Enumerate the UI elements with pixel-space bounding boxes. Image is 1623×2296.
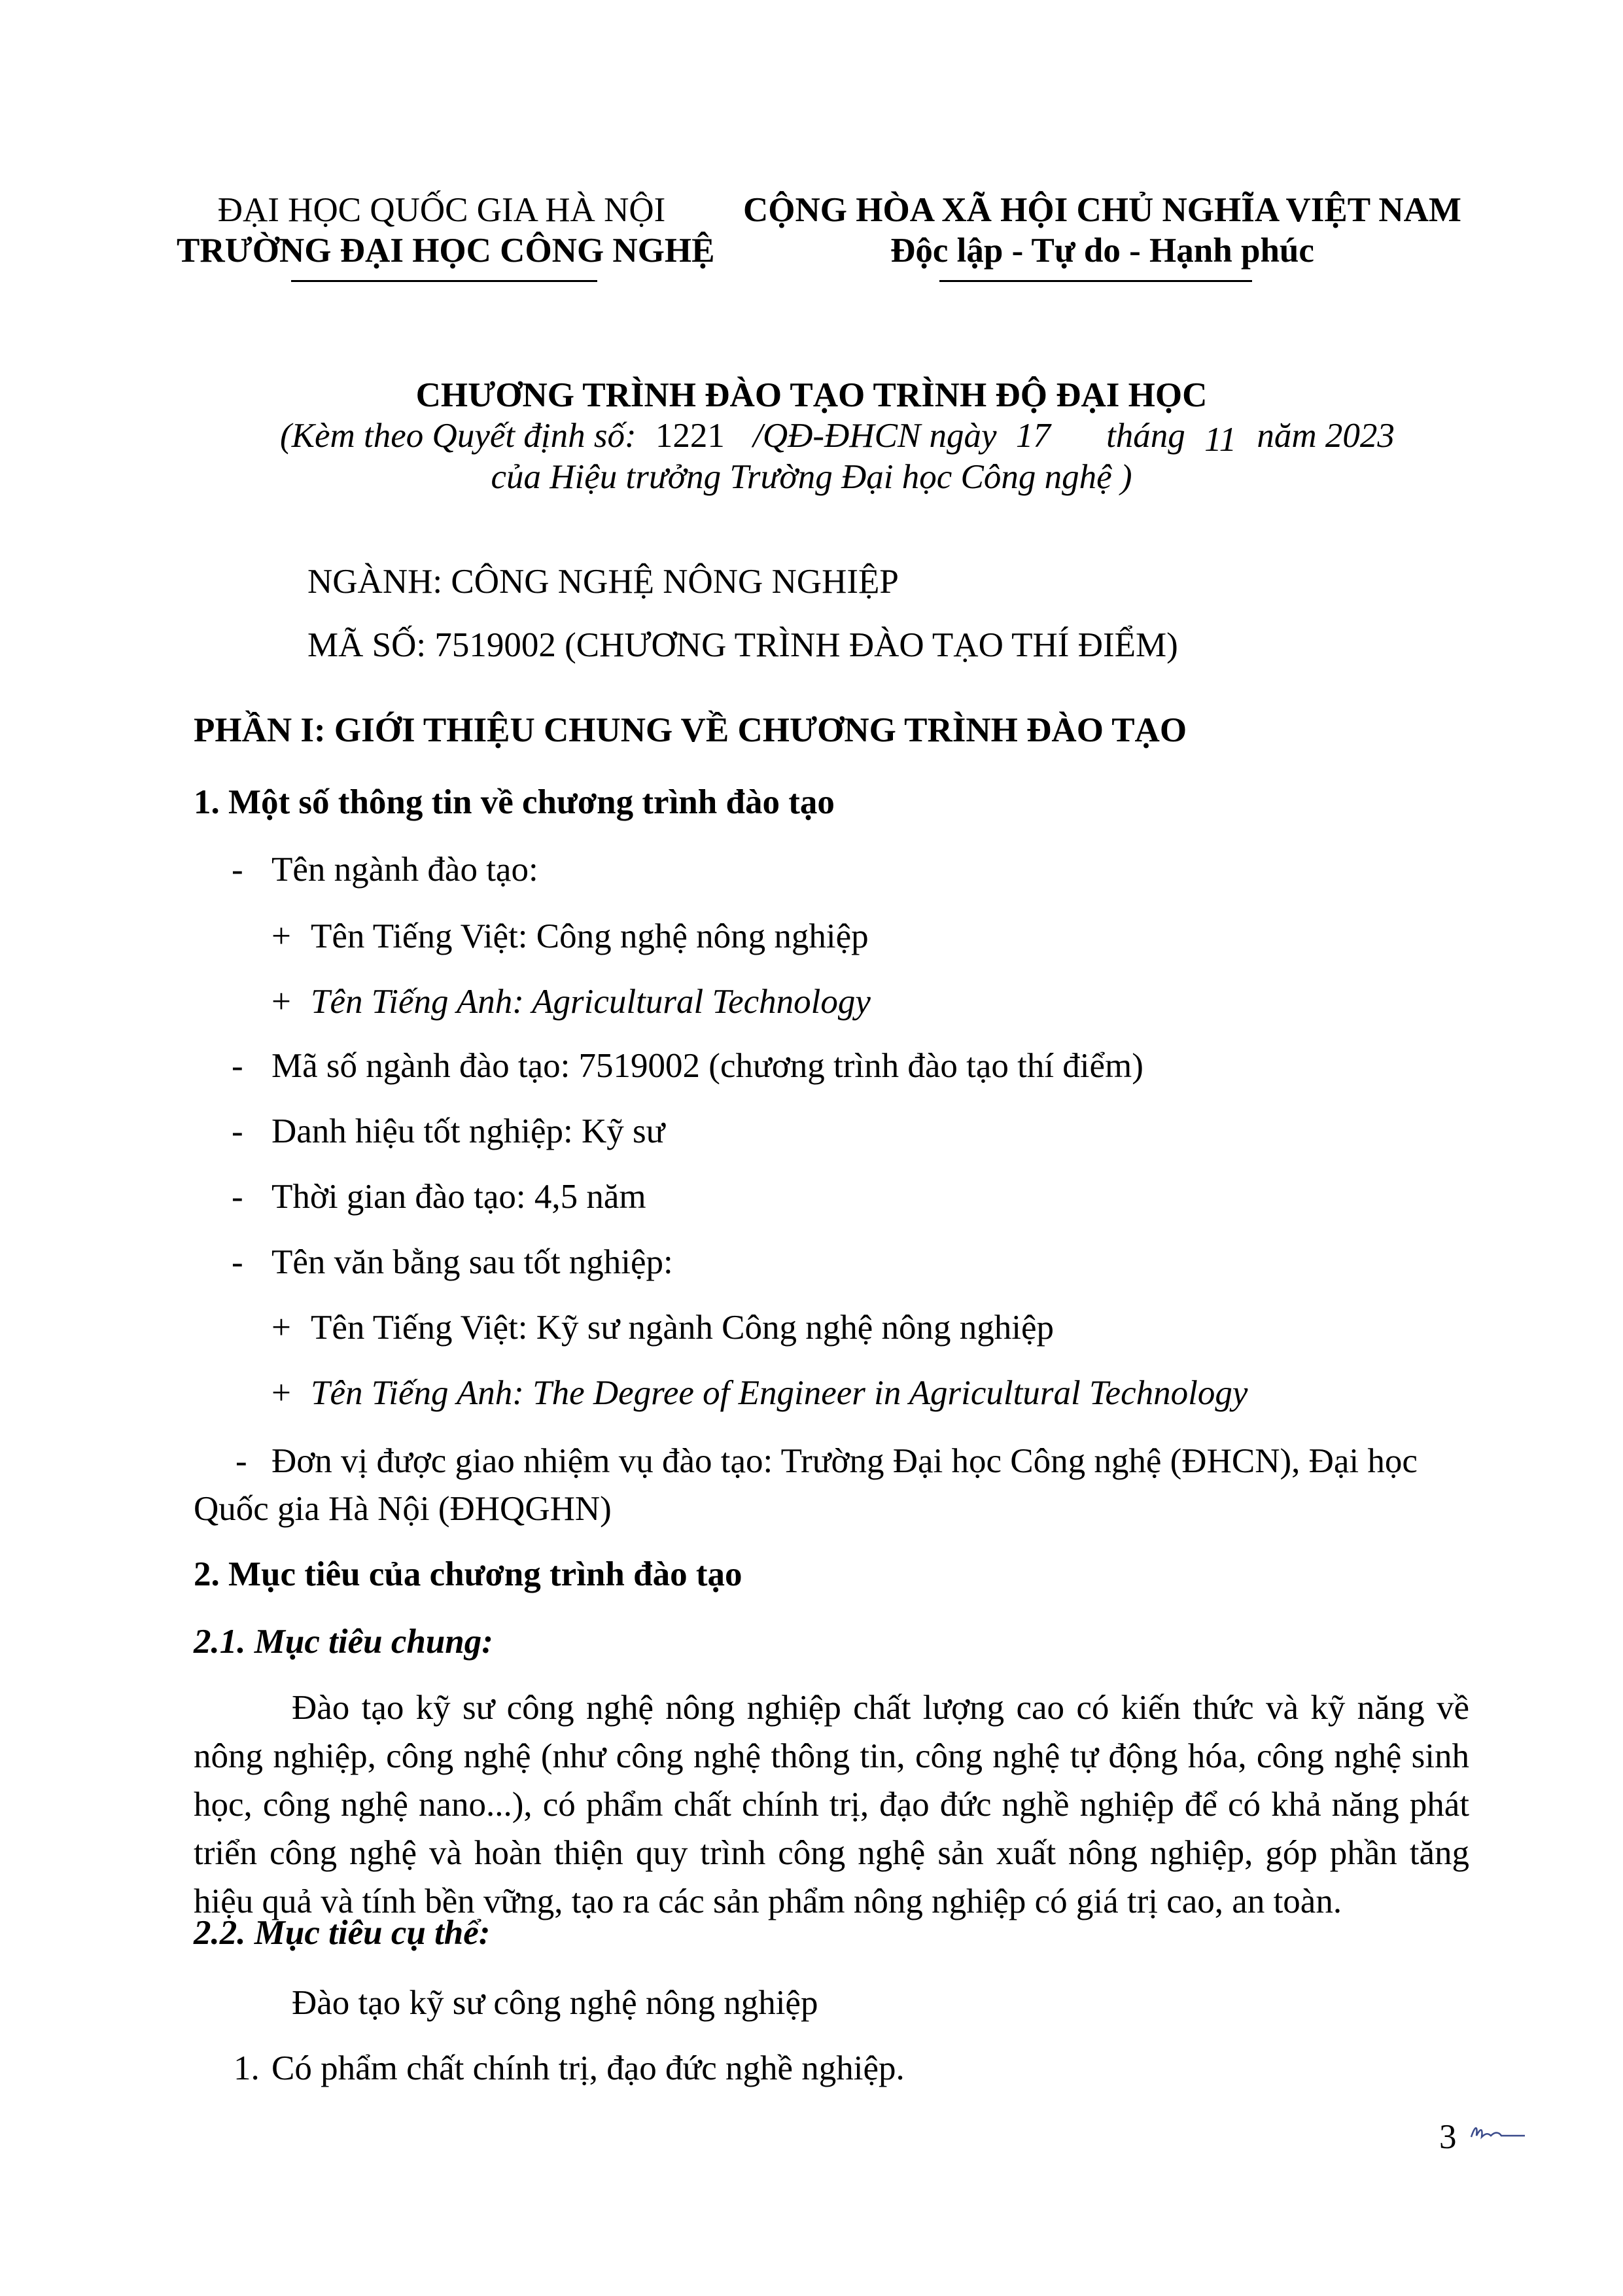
item-name-vi: Tên Tiếng Việt: Công nghệ nông nghiệp [311,917,869,955]
header-left-underline [291,280,597,282]
item-name-en: Tên Tiếng Anh: Agricultural Technology [311,983,871,1021]
section1-heading: 1. Một số thông tin về chương trình đào tạo [194,783,835,821]
part1-heading: PHẦN I: GIỚI THIỆU CHUNG VỀ CHƯƠNG TRÌNH ĐÀO TẠO [194,711,1187,749]
decision-number: 1221 [655,417,725,455]
section21-heading: 2.1. Mục tiêu chung: [194,1623,493,1661]
program-code: MÃ SỐ: 7519002 (CHƯƠNG TRÌNH ĐÀO TẠO THÍ ĐIỂM) [307,626,1178,664]
item-degree-label: Tên văn bằng sau tốt nghiệp: [271,1243,673,1281]
document-title: CHƯƠNG TRÌNH ĐÀO TẠO TRÌNH ĐỘ ĐẠI HỌC [415,376,1208,414]
decision-month-label: tháng [1106,417,1185,455]
program-major: NGÀNH: CÔNG NGHỆ NÔNG NGHIỆP [307,563,899,601]
item-duration: Thời gian đào tạo: 4,5 năm [271,1178,646,1216]
header-right-underline [939,280,1252,282]
bullet-plus: + [271,1374,291,1412]
bullet-plus: + [271,983,291,1021]
bullet-dash: - [232,1112,243,1150]
section2-heading: 2. Mục tiêu của chương trình đào tạo [194,1555,742,1593]
decision-issuer: của Hiệu trưởng Trường Đại học Công nghệ ) [491,458,1132,496]
bullet-dash: - [232,1047,243,1085]
item-unit-line1: Đơn vị được giao nhiệm vụ đào tạo: Trường Đại học Công nghệ (ĐHCN), Đại học [271,1442,1418,1480]
item-degree-vi: Tên Tiếng Việt: Kỹ sư ngành Công nghệ nông nghiệp [311,1309,1055,1347]
header-country: CỘNG HÒA XÃ HỘI CHỦ NGHĨA VIỆT NAM [743,191,1461,229]
item-degree-en: Tên Tiếng Anh: The Degree of Engineer in Agricultural Technology [311,1374,1248,1412]
bullet-dash: - [232,1243,243,1281]
bullet-plus: + [271,1309,291,1347]
decision-day: 17 [1015,417,1051,455]
item-code: Mã số ngành đào tạo: 7519002 (chương trình đào tạo thí điểm) [271,1047,1143,1085]
section22-intro: Đào tạo kỹ sư công nghệ nông nghiệp [292,1984,818,2022]
section21-paragraph: Đào tạo kỹ sư công nghệ nông nghiệp chất lượng cao có kiến thức và kỹ năng về nông nghiệp, công nghệ (như công nghệ thông tin, công nghệ tự động hóa, công nghệ sinh học, công nghệ nano...), có phẩm chất chính trị, đạo đức nghề nghiệp để có khả năng phát triển công nghệ và hoàn thiện quy trình công nghệ sản xuất nông nghiệp, góp phần tăng hiệu quả và tính bền vững, tạo ra các sản phẩm nông nghiệp có giá trị cao, an toàn. [194,1689,1469,1920]
item-unit-line2: Quốc gia Hà Nội (ĐHQGHN) [194,1490,612,1528]
objective-1: Có phẩm chất chính trị, đạo đức nghề nghiệp. [271,2049,905,2087]
bullet-dash: - [232,1178,243,1216]
bullet-dash: - [236,1442,247,1480]
item-name-label: Tên ngành đào tạo: [271,851,538,889]
header-motto: Độc lập - Tự do - Hạnh phúc [890,232,1314,270]
decision-month: 11 [1204,421,1237,459]
decision-year: năm 2023 [1257,417,1395,455]
section22-heading: 2.2. Mục tiêu cụ thể: [194,1914,491,1952]
bullet-plus: + [271,917,291,955]
bullet-dash: - [232,851,243,889]
objective-number: 1. [234,2049,260,2087]
header-school: TRƯỜNG ĐẠI HỌC CÔNG NGHỆ [177,232,715,270]
page-number: 3 [1439,2118,1457,2156]
decision-mid: /QĐ-ĐHCN ngày [753,417,997,455]
item-title: Danh hiệu tốt nghiệp: Kỹ sư [271,1112,665,1150]
decision-prefix: (Kèm theo Quyết định số: [280,417,637,455]
header-university: ĐẠI HỌC QUỐC GIA HÀ NỘI [217,191,666,229]
decision-line [280,417,1395,459]
initials-mark [1469,2120,1527,2146]
